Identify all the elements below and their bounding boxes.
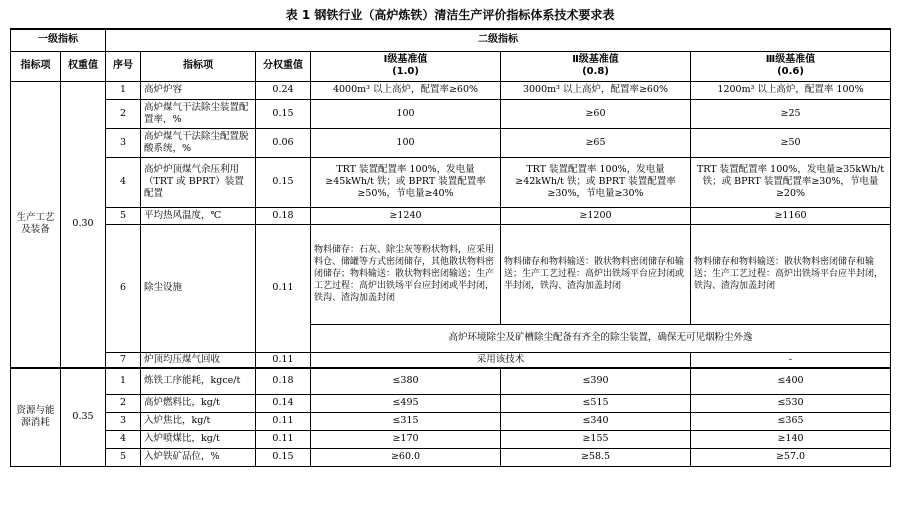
header-level1: 一级指标 — [11, 29, 106, 51]
row-weight: 0.14 — [256, 394, 311, 412]
group-name: 生产工艺及装备 — [11, 81, 61, 368]
row-item: 平均热风温度，℃ — [141, 207, 256, 224]
row-seq: 4 — [106, 157, 141, 207]
header-seq: 序号 — [106, 51, 141, 81]
header-sub-weight: 分权重值 — [256, 51, 311, 81]
row-grade2: ≤515 — [501, 394, 691, 412]
row-grade2: 3000m³ 以上高炉，配置率≥60% — [501, 81, 691, 99]
header-indicator-item: 指标项 — [11, 51, 61, 81]
row-weight: 0.15 — [256, 99, 311, 128]
row-grade12: 采用该技术 — [311, 352, 691, 368]
row-seq: 1 — [106, 368, 141, 394]
table-row — [11, 157, 891, 207]
table-row — [11, 394, 891, 412]
row-grade1: ≤315 — [311, 412, 501, 430]
row-grade2: TRT 装置配置率 100%，发电量≥42kWh/t 铁；或 BPRT 装置配置率≥30%，节电量≥30% — [501, 157, 691, 207]
row-grade2: ≥60 — [501, 99, 691, 128]
row-grade3: ≤530 — [691, 394, 891, 412]
table-row — [11, 430, 891, 448]
row-grade2: ≥1200 — [501, 207, 691, 224]
row-item: 高炉燃料比，kg/t — [141, 394, 256, 412]
row-grade3: ≥140 — [691, 430, 891, 448]
row-seq: 3 — [106, 412, 141, 430]
row-grade1: 100 — [311, 99, 501, 128]
table-row — [11, 128, 891, 157]
row-item: 高炉炉容 — [141, 81, 256, 99]
row-weight: 0.11 — [256, 412, 311, 430]
table-row — [11, 207, 891, 224]
table-row — [11, 224, 891, 324]
row-seq: 6 — [106, 224, 141, 352]
row-grade1: ≤495 — [311, 394, 501, 412]
header-grade3: Ⅲ级基准值 (0.6) — [691, 51, 891, 81]
table-row — [11, 448, 891, 466]
row-grade2: 物料储存和物料输送：散状物料密闭储存和输送；生产工艺过程：高炉出铁场平台应封闭或半封闭，铁沟、渣沟加盖封闭 — [501, 224, 691, 324]
row-grade1: ≥60.0 — [311, 448, 501, 466]
table-row — [11, 368, 891, 394]
row-weight: 0.06 — [256, 128, 311, 157]
row-grade1: ≤380 — [311, 368, 501, 394]
row-grade3: 物料储存和物料输送：散状物料密闭储存和输送；生产工艺过程：高炉出铁场平台应半封闭，铁沟、渣沟加盖封闭 — [691, 224, 891, 324]
header-weight: 权重值 — [61, 51, 106, 81]
row-weight: 0.18 — [256, 368, 311, 394]
header-indicator-item-2: 指标项 — [141, 51, 256, 81]
group-weight: 0.35 — [61, 368, 106, 466]
row-grade2: ≤340 — [501, 412, 691, 430]
row-grade3: ≥50 — [691, 128, 891, 157]
row-weight: 0.11 — [256, 352, 311, 368]
table-row — [11, 81, 891, 99]
row-grade3: ≤365 — [691, 412, 891, 430]
row-grade3: ≥25 — [691, 99, 891, 128]
row-item: 入炉焦比，kg/t — [141, 412, 256, 430]
row-seq: 7 — [106, 352, 141, 368]
row-item: 入炉喷煤比，kg/t — [141, 430, 256, 448]
row-grade1: 4000m³ 以上高炉，配置率≥60% — [311, 81, 501, 99]
row-grade1: 100 — [311, 128, 501, 157]
row-grade2: ≥65 — [501, 128, 691, 157]
row-weight: 0.15 — [256, 157, 311, 207]
row-seq: 5 — [106, 448, 141, 466]
row-seq: 4 — [106, 430, 141, 448]
indicator-table — [10, 28, 891, 467]
header-grade1: Ⅰ级基准值 (1.0) — [311, 51, 501, 81]
row-weight: 0.24 — [256, 81, 311, 99]
row-item: 炼铁工序能耗，kgce/t — [141, 368, 256, 394]
row-grade1: ≥170 — [311, 430, 501, 448]
row-seq: 5 — [106, 207, 141, 224]
group-name: 资源与能源消耗 — [11, 368, 61, 466]
row-seq: 1 — [106, 81, 141, 99]
row-item: 除尘设施 — [141, 224, 256, 352]
row-grade2: ≥58.5 — [501, 448, 691, 466]
row-weight: 0.15 — [256, 448, 311, 466]
header-grade2: Ⅱ级基准值 (0.8) — [501, 51, 691, 81]
table-row — [11, 99, 891, 128]
row-weight: 0.11 — [256, 430, 311, 448]
row-grade2: ≤390 — [501, 368, 691, 394]
row-grade3: 1200m³ 以上高炉，配置率 100% — [691, 81, 891, 99]
row-item: 炉顶均压煤气回收 — [141, 352, 256, 368]
row-item: 高炉煤气干法除尘配置脱酸系统，% — [141, 128, 256, 157]
group-weight: 0.30 — [61, 81, 106, 368]
row-grade3: ≥1160 — [691, 207, 891, 224]
row-grade3: - — [691, 352, 891, 368]
row-grade2: ≥155 — [501, 430, 691, 448]
table-row — [11, 352, 891, 368]
row-grade1: ≥1240 — [311, 207, 501, 224]
row-item: 高炉煤气干法除尘装置配置率，% — [141, 99, 256, 128]
row-seq: 3 — [106, 128, 141, 157]
table-row — [11, 412, 891, 430]
row-item: 入炉铁矿品位，% — [141, 448, 256, 466]
header-level2: 二级指标 — [106, 29, 891, 51]
row-weight: 0.18 — [256, 207, 311, 224]
table-title: 表 1 钢铁行业（高炉炼铁）清洁生产评价指标体系技术要求表 — [285, 8, 615, 22]
row-weight: 0.11 — [256, 224, 311, 352]
row-grade1: 物料储存：石灰、除尘灰等粉状物料，应采用料仓、储罐等方式密闭储存，其他散状物料密闭储存；物料输送：散状物料密闭输送；生产工艺过程：高炉出铁场平台应封闭或半封闭，铁沟、渣沟加盖封闭 — [311, 224, 501, 324]
row-item: 高炉炉顶煤气余压利用（TRT 或 BPRT）装置配置 — [141, 157, 256, 207]
row-grade3: ≤400 — [691, 368, 891, 394]
row-grade1: TRT 装置配置率 100%，发电量≥45kWh/t 铁；或 BPRT 装置配置率≥50%，节电量≥40% — [311, 157, 501, 207]
row-seq: 2 — [106, 99, 141, 128]
row-grade3: ≥57.0 — [691, 448, 891, 466]
row-merged-requirement: 高炉环境除尘及矿槽除尘配备有齐全的除尘装置，确保无可见烟粉尘外逸 — [311, 324, 891, 352]
row-grade3: TRT 装置配置率 100%，发电量≥35kWh/t 铁；或 BPRT 装置配置率≥30%，节电量≥20% — [691, 157, 891, 207]
row-seq: 2 — [106, 394, 141, 412]
